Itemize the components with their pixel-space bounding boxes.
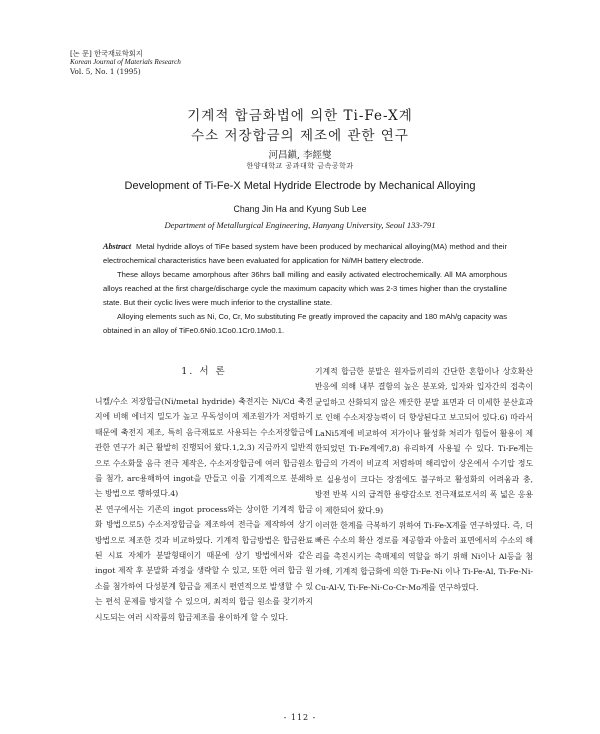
korean-authors: 河昌鎭, 李經燮 [268,150,332,161]
journal-header-line-1: [논 문] 한국재료학회지 [70,49,143,58]
journal-header-line-2: Korean Journal of Materials Research [70,58,181,66]
abstract-paragraph-1 [103,240,507,268]
korean-title-line-2: 수소 저장합금의 제조에 관한 연구 [191,128,409,144]
abstract-label: Abstract [103,242,132,251]
intro-paragraph-4: 이러한 한계를 극복하기 위하여 Ti-Fe-X계를 연구하였다. 즉, 더 빠른 수소의 확산 경로를 제공함과 아울러 표면에서의 수소의 해리를 촉진시키는 촉매제의 역할을 하기 위해 Ni이나 Al등을 첨가해, 기계적 합금화에 의한 Ti-Fe-Ni 이나 Ti-Fe-Al, Ti-Fe-Ni-Cu-Al-V, Ti-Fe-Ni-Co-Cr-Mo계를 연구하였다. [315,521,533,592]
abstract-paragraph-3: Alloying elements such as Ni, Co, Cr, Mo substituting Fe greatly improved the capacity and 180 mAh/g capacity was obtained in an alloy of TiFe0.6Ni0.1Co0.1Cr0.1Mo0.1. [103,312,507,335]
english-authors: Chang Jin Ha and Kyung Sub Lee [233,204,367,214]
english-affiliation: Department of Metallurgical Engineering, Hanyang University, Seoul 133-791 [164,220,436,230]
english-title: Development of Ti-Fe-X Metal Hydride Electrode by Mechanical Alloying [124,180,476,192]
right-column [315,364,533,595]
journal-header [70,49,181,76]
abstract-text-1: Metal hydride alloys of TiFe based system have been produced by mechanical alloying(MA) method and their electrochemical characteristics have been evaluated for application for Ni/MH battery electrode. [103,242,507,265]
journal-header-line-3: Vol. 5, No. 1 (1995) [70,67,141,76]
page-number: - 112 - [283,713,317,722]
intro-paragraph-3: 기계적 합금한 분말은 원자들끼리의 간단한 혼합이나 상호확산 반응에 의해 내부 결함의 높은 분포와, 입자와 입자간의 접촉이 균일하고 산화되지 않은 깨끗한 분말 표면과 더 미세한 분산효과로 인해 수소저장능력이 더 향상된다고 보고되어 있다.6) 따라서 LaNi5계에 비교하여 저가이나 활성화 처리가 힘들어 활용이 제한되었던 Ti-Fe계에7,8) 유리하게 사용될 수 있다. Ti-Fe계는 합금의 가격이 비교적 저렴하며 해리압이 상온에서 수기압 정도로 실용성이 크다는 장점에도 불구하고 활성화의 어려움과 충, 방전 반복 시의 급격한 용량감소로 전극재료로서의 폭 넓은 응용이 제한되어 왔다.9) [315,367,533,515]
intro-paragraph-2: 본 연구에서는 기존의 ingot process와는 상이한 기계적 합금화 방법으로5) 수소저장합금을 제조하여 전극을 제작하여 상기 방법으로 제조한 것과 비교하였다. 기계적 합금방법은 합금완료된 시료 자체가 분말형태이기 때문에 상기 방법에서와 같은 ingot 제작 후 분말화 과정을 생략할 수 있고, 또한 여러 합금 원소를 첨가하여 다성분계 합금을 제조시 편연적으로 발생할 수 있는 편석 문제를 방지할 수 있으며, 최적의 합금 원소를 찾기까지 시도되는 여러 시작품의 합금제조를 용이하게 할 수 있다. [95,504,313,622]
intro-paragraph-1: 니켈/수소 저장합금(Ni/metal hydride) 축전지는 Ni/Cd 축전지에 비해 에너지 밀도가 높고 무독성이며 제조원가가 저렴하기 때문에 축전지 제조, 특히 음극재료로 사용되는 수소저장합금에 관한 연구가 최근 활발히 진행되어 왔다.1,2,3) 지금까지 일반적으로 수소화물 음극 전극 제작은, 수소저장합금에 여러 합금원소를 첨가, arc용해하여 ingot을 만들고 이를 기계적으로 분쇄하는 방법으로 행하였다.4) [95,397,313,499]
left-column [95,364,313,625]
korean-title-line-1: 기계적 합금화법에 의한 Ti-Fe-X계 [187,108,413,124]
abstract [103,240,507,338]
section-heading-introduction: 1. 서 론 [181,366,227,377]
korean-affiliation: 한양대학교 공과대학 금속공학과 [246,162,354,170]
abstract-paragraph-2: These alloys became amorphous after 36hrs ball milling and easily activated electrochemically. All MA amorphous alloys reached at the first charge/discharge cycle the maximum capacity which was 2-3 times higher than the crystalline state. But their cyclic lives were much inferior to the crystalline state. [103,270,507,307]
